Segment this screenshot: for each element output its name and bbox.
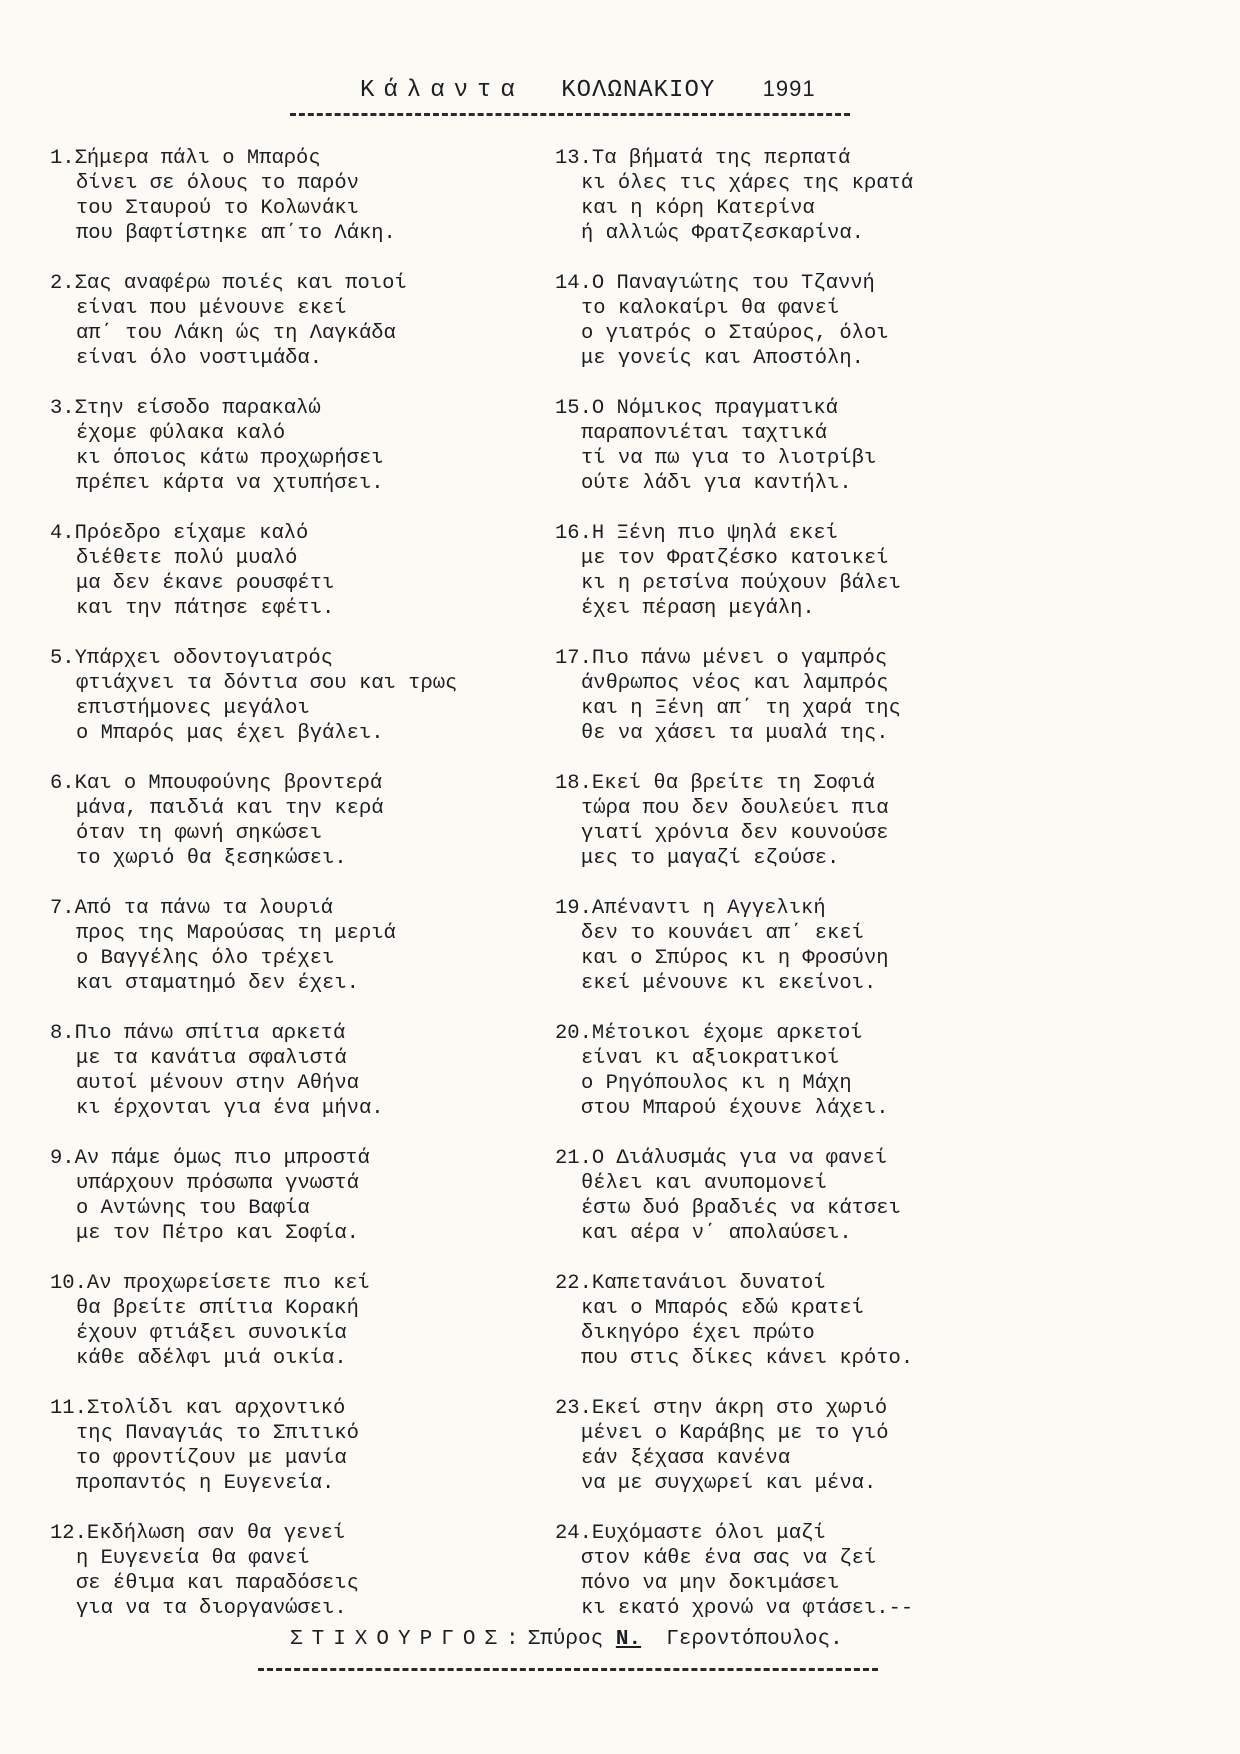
- stanza-number: 6.: [50, 772, 75, 795]
- stanza-number: 5.: [50, 647, 75, 670]
- stanza-line: ο γιατρός ο Σταύρος, όλοι: [581, 322, 889, 345]
- stanza-line: ούτε λάδι για καντήλι.: [581, 472, 852, 495]
- stanza-first-line: [50, 896, 520, 921]
- stanza-line-text: Αν προχωρείσετε πιο κεί: [86, 1272, 370, 1295]
- stanza-first-line: [50, 271, 520, 296]
- stanza-line: της Παναγιάς το Σπιτικό: [76, 1422, 359, 1445]
- stanza-line: θέλει και ανυπομονεί: [581, 1172, 828, 1195]
- stanza-line-text: Ο Παναγιώτης του Τζαννή: [591, 272, 875, 295]
- stanza-number: 20.: [555, 1022, 592, 1045]
- stanza-line: σε έθιμα και παραδόσεις: [76, 1572, 359, 1595]
- stanza-line: φτιάχνει τα δόντια σου και τρως: [76, 672, 458, 695]
- stanza-first-line: [555, 646, 1025, 671]
- stanza-first-line: [555, 771, 1025, 796]
- stanza-line: υπάρχουν πρόσωπα γνωστά: [76, 1172, 359, 1195]
- stanza-line: στου Μπαρού έχουνε λάχει.: [581, 1097, 889, 1120]
- stanza-line-text: Στολίδι και αρχοντικό: [86, 1397, 346, 1420]
- bottom-divider: [258, 1668, 878, 1671]
- stanza-first-line: [50, 146, 520, 171]
- stanza-line-text: Ο Νόμικος πραγματικά: [591, 397, 838, 420]
- author-label: ΣΤΙΧΟΥΡΓΟΣ:: [290, 1628, 528, 1651]
- stanza: [50, 1271, 520, 1371]
- stanza: [555, 521, 1025, 621]
- stanza: [555, 396, 1025, 496]
- stanza: [555, 646, 1025, 746]
- stanza-line: κι όλες τις χάρες της κρατά: [581, 172, 914, 195]
- stanza: [50, 1021, 520, 1121]
- stanza-line-text: Εκεί θα βρείτε τη Σοφιά: [591, 772, 875, 795]
- stanza-first-line: [50, 771, 520, 796]
- stanza-line: είναι κι αξιοκρατικοί: [581, 1047, 840, 1070]
- author-first-name: Σπύρος: [527, 1628, 604, 1651]
- stanza: [50, 646, 520, 746]
- stanza-line: για να τα διοργανώσει.: [76, 1597, 347, 1620]
- stanza-first-line: [555, 1021, 1025, 1046]
- stanza-first-line: [555, 1146, 1025, 1171]
- stanza: [555, 771, 1025, 871]
- stanza-first-line: [50, 646, 520, 671]
- stanza-line: κι έρχονται για ένα μήνα.: [76, 1097, 384, 1120]
- stanza-line-text: Αν πάμε όμως πιο μπροστά: [74, 1147, 370, 1170]
- stanza-first-line: [50, 1521, 520, 1546]
- title-year: 1991: [762, 76, 816, 101]
- stanza-line: μες το μαγαζί εζούσε.: [581, 847, 840, 870]
- stanza-line: γιατί χρόνια δεν κουνούσε: [581, 822, 889, 845]
- stanza-number: 15.: [555, 397, 592, 420]
- stanza-line: δικηγόρο έχει πρώτο: [581, 1322, 815, 1345]
- stanza-line: μα δεν έκανε ρουσφέτι: [76, 572, 335, 595]
- stanza-line-text: Από τα πάνω τα λουριά: [74, 897, 333, 920]
- stanza-number: 12.: [50, 1522, 87, 1545]
- stanza-number: 11.: [50, 1397, 87, 1420]
- stanza-line-text: Υπάρχει οδοντογιατρός: [74, 647, 333, 670]
- stanza-line: θα βρείτε σπίτια Κορακή: [76, 1297, 359, 1320]
- stanza-line: ο Ρηγόπουλος κι η Μάχη: [581, 1072, 852, 1095]
- stanza-line: και αέρα ν΄ απολαύσει.: [581, 1222, 852, 1245]
- stanza-first-line: [50, 396, 520, 421]
- stanza-first-line: [50, 1021, 520, 1046]
- stanza-line: κι όποιος κάτω προχωρήσει: [76, 447, 384, 470]
- stanza-line: πρέπει κάρτα να χτυπήσει.: [76, 472, 384, 495]
- stanza-line-text: Απέναντι η Αγγελική: [591, 897, 826, 920]
- stanza-line: τώρα που δεν δουλεύει πια: [581, 797, 889, 820]
- stanza-line: το χωριό θα ξεσηκώσει.: [76, 847, 347, 870]
- stanza: [50, 1521, 520, 1621]
- stanza-number: 22.: [555, 1272, 592, 1295]
- stanza-line-text: Εκδήλωση σαν θα γενεί: [86, 1522, 346, 1545]
- stanza-line: που στις δίκες κάνει κρότο.: [581, 1347, 914, 1370]
- stanza-line-text: Ο Διάλυσμάς για να φανεί: [591, 1147, 888, 1170]
- stanza-line: με τα κανάτια σφαλιστά: [76, 1047, 347, 1070]
- stanza-line: έστω δυό βραδιές να κάτσει: [581, 1197, 901, 1220]
- stanza-line: δεν το κουνάει απ΄ εκεί: [581, 922, 864, 945]
- stanza-line: προς της Μαρούσας τη μεριά: [76, 922, 396, 945]
- stanza-line-text: Καπετανάιοι δυνατοί: [591, 1272, 826, 1295]
- stanza-first-line: [555, 396, 1025, 421]
- stanza-line: το φροντίζουν με μανία: [76, 1447, 347, 1470]
- stanza-first-line: [50, 1271, 520, 1296]
- stanza-line: όταν τη φωνή σηκώσει: [76, 822, 323, 845]
- stanza-number: 13.: [555, 147, 592, 170]
- stanza-number: 7.: [50, 897, 75, 920]
- stanza: [555, 896, 1025, 996]
- stanza-line: ο Μπαρός μας έχει βγάλει.: [76, 722, 384, 745]
- stanza-line: με τον Πέτρο και Σοφία.: [76, 1222, 359, 1245]
- stanza-first-line: [555, 521, 1025, 546]
- stanza-line-text: Τα βήματά της περπατά: [591, 147, 851, 170]
- stanza: [50, 146, 520, 246]
- stanza-line: εάν ξέχασα κανένα: [581, 1447, 791, 1470]
- stanza-line: το καλοκαίρι θα φανεί: [581, 297, 840, 320]
- stanza-line: ή αλλιώς Φρατζεσκαρίνα.: [581, 222, 864, 245]
- stanza-number: 4.: [50, 522, 75, 545]
- stanza-number: 17.: [555, 647, 592, 670]
- stanza-line: και η κόρη Κατερίνα: [581, 197, 815, 220]
- stanza-line-text: Η Ξένη πιο ψηλά εκεί: [591, 522, 838, 545]
- stanza-line: δίνει σε όλους το παρόν: [76, 172, 359, 195]
- stanza: [50, 396, 520, 496]
- stanza-line: και την πάτησε εφέτι.: [76, 597, 335, 620]
- stanza-number: 10.: [50, 1272, 87, 1295]
- author-initial: Ν.: [615, 1628, 642, 1651]
- stanza: [50, 1396, 520, 1496]
- stanza: [50, 896, 520, 996]
- stanza-line: η Ευγενεία θα φανεί: [76, 1547, 310, 1570]
- stanza-line: στον κάθε ένα σας να ζεί: [581, 1547, 877, 1570]
- stanza-line: και σταματημό δεν έχει.: [76, 972, 359, 995]
- stanza-line: ο Βαγγέλης όλο τρέχει: [76, 947, 335, 970]
- stanza-number: 2.: [50, 272, 75, 295]
- stanza-line: έχουν φτιάξει συνοικία: [76, 1322, 347, 1345]
- stanza-first-line: [555, 1396, 1025, 1421]
- stanza: [555, 1271, 1025, 1371]
- stanza-line-text: Εκεί στην άκρη στο χωριό: [591, 1397, 888, 1420]
- stanza-line-text: Σας αναφέρω ποιές και ποιοί: [74, 272, 407, 295]
- stanza-number: 18.: [555, 772, 592, 795]
- stanza-line-text: Ευχόμαστε όλοι μαζί: [591, 1522, 826, 1545]
- stanza-number: 8.: [50, 1022, 75, 1045]
- stanza-line: τί να πω για το λιοτρίβι: [581, 447, 877, 470]
- stanza-line: που βαφτίστηκε απ΄το Λάκη.: [76, 222, 396, 245]
- stanza-first-line: [555, 146, 1025, 171]
- stanza-line-text: Και ο Μπουφούνης βροντερά: [74, 772, 383, 795]
- stanza-line: μένει ο Καράβης με το γιό: [581, 1422, 889, 1445]
- stanza-first-line: [555, 896, 1025, 921]
- stanza: [555, 1021, 1025, 1121]
- stanza-line: επιστήμονες μεγάλοι: [76, 697, 310, 720]
- stanza-line: είναι που μένουνε εκεί: [76, 297, 347, 320]
- stanza: [50, 771, 520, 871]
- stanza-line: απ΄ του Λάκη ώς τη Λαγκάδα: [76, 322, 396, 345]
- stanza-line: έχομε φύλακα καλό: [76, 422, 286, 445]
- stanza: [555, 271, 1025, 371]
- stanza: [555, 146, 1025, 246]
- stanza-first-line: [555, 1521, 1025, 1546]
- stanza-number: 23.: [555, 1397, 592, 1420]
- stanza-line: πόνο να μην δοκιμάσει: [581, 1572, 840, 1595]
- stanza-number: 21.: [555, 1147, 592, 1170]
- title-word: Κάλαντα: [360, 77, 524, 104]
- stanza: [50, 271, 520, 371]
- stanza-number: 3.: [50, 397, 75, 420]
- stanza-first-line: [50, 521, 520, 546]
- page-title: [360, 76, 860, 104]
- stanza-first-line: [50, 1396, 520, 1421]
- stanza-number: 24.: [555, 1522, 592, 1545]
- stanza-line: με γονείς και Αποστόλη.: [581, 347, 864, 370]
- stanza-line: αυτοί μένουν στην Αθήνα: [76, 1072, 359, 1095]
- stanza: [555, 1521, 1025, 1621]
- stanza-first-line: [555, 271, 1025, 296]
- stanza-line: κι εκατό χρονώ να φτάσει.--: [581, 1597, 914, 1620]
- author-credit: [290, 1628, 910, 1651]
- stanza: [555, 1146, 1025, 1246]
- stanza-line: να με συγχωρεί και μένα.: [581, 1472, 877, 1495]
- stanza-number: 1.: [50, 147, 75, 170]
- stanza-line: του Σταυρού το Κολωνάκι: [76, 197, 359, 220]
- stanza-line: και η Ξένη απ΄ τη χαρά της: [581, 697, 901, 720]
- stanza-line: διέθετε πολύ μυαλό: [76, 547, 298, 570]
- stanza: [50, 521, 520, 621]
- stanza-line: άνθρωπος νέος και λαμπρός: [581, 672, 889, 695]
- stanza-line-text: Μέτοικοι έχομε αρκετοί: [591, 1022, 863, 1045]
- stanza-line-text: Πιο πάνω σπίτια αρκετά: [74, 1022, 346, 1045]
- stanza-number: 19.: [555, 897, 592, 920]
- stanza-line: είναι όλο νοστιμάδα.: [76, 347, 323, 370]
- stanza-line: και ο Σπύρος κι η Φροσύνη: [581, 947, 889, 970]
- title-place: ΚΟΛΩΝΑΚΙΟΥ: [561, 77, 716, 104]
- stanza-line: κι η ρετσίνα πούχουν βάλει: [581, 572, 901, 595]
- stanza-line-text: Στην είσοδο παρακαλώ: [74, 397, 321, 420]
- stanza-line: παραπονιέται ταχτικά: [581, 422, 828, 445]
- stanza-line: κάθε αδέλφι μιά οικία.: [76, 1347, 347, 1370]
- stanza-line: με τον Φρατζέσκο κατοικεί: [581, 547, 889, 570]
- stanza-number: 16.: [555, 522, 592, 545]
- stanza-first-line: [50, 1146, 520, 1171]
- stanza-line: θε να χάσει τα μυαλά της.: [581, 722, 889, 745]
- stanza-line: μάνα, παιδιά και την κερά: [76, 797, 384, 820]
- stanza-number: 9.: [50, 1147, 75, 1170]
- stanza-line-text: Πρόεδρο είχαμε καλό: [74, 522, 309, 545]
- stanza-line: ο Αντώνης του Βαφία: [76, 1197, 310, 1220]
- stanza-first-line: [555, 1271, 1025, 1296]
- stanza-line: προπαντός η Ευγενεία.: [76, 1472, 335, 1495]
- top-divider: [290, 113, 850, 116]
- stanza: [50, 1146, 520, 1246]
- stanza-line-text: Σήμερα πάλι ο Μπαρός: [74, 147, 321, 170]
- author-surname: Γεροντόπουλος.: [666, 1628, 843, 1651]
- stanza-line: έχει πέραση μεγάλη.: [581, 597, 815, 620]
- stanza-number: 14.: [555, 272, 592, 295]
- stanza-line-text: Πιο πάνω μένει ο γαμπρός: [591, 647, 888, 670]
- stanza: [555, 1396, 1025, 1496]
- stanza-line: και ο Μπαρός εδώ κρατεί: [581, 1297, 864, 1320]
- stanza-line: εκεί μένουνε κι εκείνοι.: [581, 972, 877, 995]
